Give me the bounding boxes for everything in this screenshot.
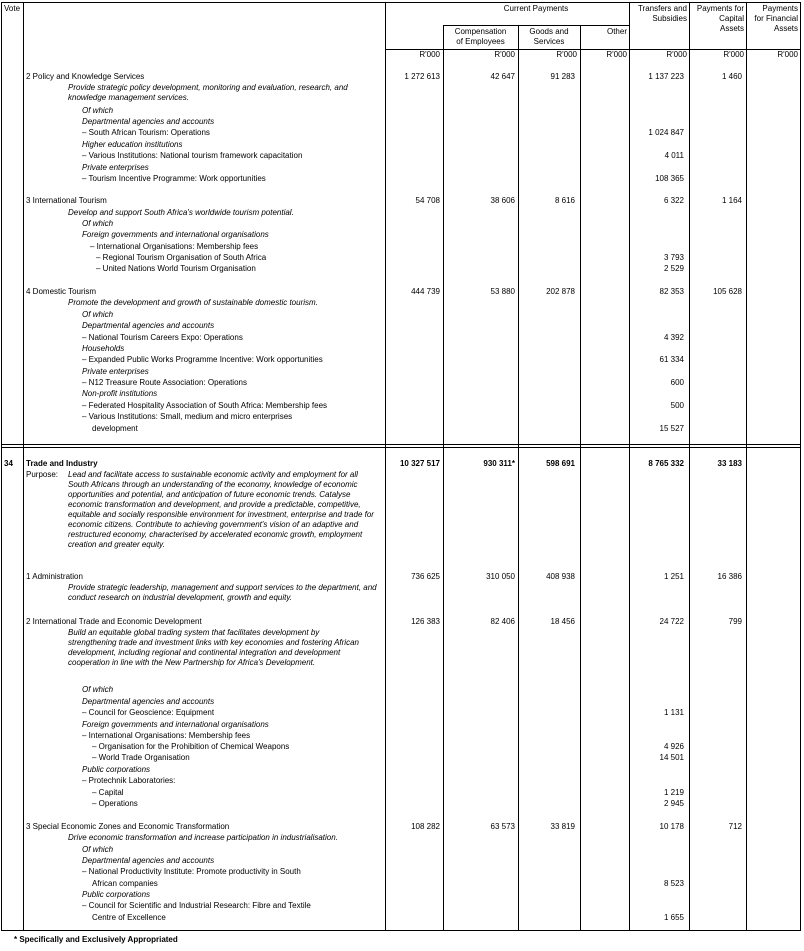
category-label: Departmental agencies and accounts [82,321,215,330]
programme-title: 3 Special Economic Zones and Economic Transformation [26,822,230,831]
vote-number: 34 [4,459,13,468]
compensation-amount: 82 406 [490,617,515,626]
unit-label: R'000 [419,50,440,59]
transfers-amount: 2 529 [663,264,684,273]
col-divider [580,26,581,931]
unit-label: R'000 [723,50,744,59]
transfers-amount: 14 501 [659,753,684,762]
financial-header: Payments for Financial Assets [754,4,798,33]
transfers-amount: 61 334 [659,355,684,364]
unit-label: R'000 [494,50,515,59]
transfers-amount: 15 527 [659,424,684,433]
capital-amount: 1 164 [721,196,742,205]
of-which-label: Of which [82,106,114,115]
total-amount: 126 383 [411,617,440,626]
category-label: Public corporations [82,765,151,774]
goods-amount: 91 283 [550,72,575,81]
transfers-amount: 8 523 [663,879,684,888]
goods-amount: 33 819 [550,822,575,831]
row-divider [443,25,629,26]
goods-amount: 18 456 [550,617,575,626]
programme-description: Promote the development and growth of sustainable domestic tourism. [68,298,318,307]
of-which-label: Of which [82,845,114,854]
line-item: – World Trade Organisation [92,753,190,762]
line-item: – Expanded Public Works Programme Incentive: Work opportunities [82,355,323,364]
line-item: – Operations [92,799,138,808]
transfers-amount: 1 251 [663,572,684,581]
col-divider [23,2,24,931]
total-amount: 10 327 517 [399,459,440,468]
compensation-amount: 38 606 [490,196,515,205]
unit-label: R'000 [556,50,577,59]
vote-title: Trade and Industry [26,459,98,468]
programme-description: Build an equitable global trading system that facilitates development by strengthening trade and investment links with key economies and fostering African development, including regional and continental integration and development cooperation in line with the New Partnership for Africa's Development. [68,628,359,667]
unit-label: R'000 [666,50,687,59]
goods-amount: 598 691 [546,459,575,468]
category-label: Public corporations [82,890,151,899]
footnote: * Specifically and Exclusively Appropriated [14,935,178,944]
line-item: – Tourism Incentive Programme: Work opportunities [82,174,266,183]
line-item: – Council for Geoscience: Equipment [82,708,215,717]
transfers-amount: 24 722 [659,617,684,626]
capital-amount: 105 628 [713,287,742,296]
category-label: Departmental agencies and accounts [82,697,215,706]
goods-amount: 202 878 [546,287,575,296]
transfers-amount: 500 [670,401,684,410]
transfers-amount: 1 655 [663,913,684,922]
compensation-header: Compensation of Employees [454,27,507,46]
total-amount: 108 282 [411,822,440,831]
line-item: – National Productivity Institute: Promote productivity in South [82,867,301,876]
current-payments-header: Current Payments [503,4,569,13]
transfers-amount: 6 322 [663,196,684,205]
line-item: African companies [92,879,158,888]
unit-label: R'000 [777,50,798,59]
col-divider [518,26,519,931]
of-which-label: Of which [82,685,114,694]
line-item: – Protechnik Laboratories: [82,776,176,785]
line-item: Centre of Excellence [92,913,166,922]
transfers-amount: 1 137 223 [648,72,684,81]
line-item: – National Tourism Careers Expo: Operations [82,333,243,342]
line-item: – South African Tourism: Operations [82,128,210,137]
compensation-amount: 63 573 [490,822,515,831]
category-label: Foreign governments and international organisations [82,720,269,729]
compensation-amount: 930 311* [483,459,515,468]
transfers-header: Transfers and Subsidies [637,4,687,23]
line-item: – International Organisations: Membership fees [82,731,251,740]
transfers-amount: 3 793 [663,253,684,262]
transfers-amount: 2 945 [663,799,684,808]
programme-title: 4 Domestic Tourism [26,287,97,296]
other-header: Other [606,27,627,36]
programme-description: Provide strategic leadership, management and support services to the department, and conduct research on industrial development, growth and equity. [68,583,377,602]
programme-title: 1 Administration [26,572,83,581]
category-label: Higher education institutions [82,140,183,149]
programme-title: 3 International Tourism [26,196,107,205]
transfers-amount: 4 392 [663,333,684,342]
vote-divider [1,444,801,448]
purpose-label: Purpose: [26,470,59,479]
line-item: – N12 Treasure Route Association: Operations [82,378,247,387]
compensation-amount: 42 647 [490,72,515,81]
transfers-amount: 10 178 [659,822,684,831]
of-which-label: Of which [82,310,114,319]
unit-label: R'000 [606,50,627,59]
line-item: – International Organisations: Membership fees [90,242,259,251]
programme-description: Develop and support South Africa's worldwide tourism potential. [68,208,294,217]
of-which-label: Of which [82,219,114,228]
vote-header: Vote [4,4,21,13]
category-label: Departmental agencies and accounts [82,117,215,126]
capital-amount: 712 [728,822,742,831]
compensation-amount: 53 880 [490,287,515,296]
capital-header: Payments for Capital Assets [696,4,744,33]
goods-amount: 8 616 [554,196,575,205]
line-item: – Various Institutions: Small, medium and micro enterprises [82,412,293,421]
programme-title: 2 Policy and Knowledge Services [26,72,145,81]
total-amount: 54 708 [415,196,440,205]
line-item: – Federated Hospitality Association of South Africa: Membership fees [82,401,328,410]
programme-title: 2 International Trade and Economic Development [26,617,202,626]
transfers-amount: 600 [670,378,684,387]
capital-amount: 799 [728,617,742,626]
capital-amount: 1 460 [721,72,742,81]
transfers-amount: 4 926 [663,742,684,751]
category-label: Private enterprises [82,367,149,376]
capital-amount: 16 386 [717,572,742,581]
transfers-amount: 1 219 [663,788,684,797]
transfers-amount: 108 365 [655,174,684,183]
line-item: – Capital [92,788,124,797]
category-label: Private enterprises [82,163,149,172]
line-item: development [92,424,138,433]
col-divider [746,2,747,931]
total-amount: 444 739 [411,287,440,296]
programme-description: Drive economic transformation and increase participation in industrialisation. [68,833,338,842]
capital-amount: 33 183 [717,459,742,468]
category-label: Non-profit institutions [82,389,158,398]
goods-amount: 408 938 [546,572,575,581]
purpose-text: Lead and facilitate access to sustainable economic activity and employment for all South Africans through an understanding of the economy, knowledge of economic opportunities and potential, and anticipation of future economic trends. Catalyse economic transformation and development, and provide a predictable, competitive, equitable and socially responsible environment for investment, enterprise and trade for economic citizens. Contribute to achieving government's vision of an adaptive and restructured economy, characterised by accelerated economic growth, employment creation and greater equity. [68,470,374,549]
category-label: Foreign governments and international organisations [82,230,269,239]
category-label: Departmental agencies and accounts [82,856,215,865]
category-label: Households [82,344,125,353]
transfers-amount: 82 353 [659,287,684,296]
total-amount: 736 625 [411,572,440,581]
total-amount: 1 272 613 [404,72,440,81]
transfers-amount: 1 024 847 [648,128,684,137]
transfers-amount: 4 011 [664,151,684,160]
line-item: – Various Institutions: National tourism framework capacitation [82,151,303,160]
goods-services-header: Goods and Services [529,27,569,46]
line-item: – Council for Scientific and Industrial Research: Fibre and Textile [82,901,311,910]
line-item: – United Nations World Tourism Organisation [96,264,256,273]
line-item: – Regional Tourism Organisation of South Africa [96,253,267,262]
col-divider [443,49,444,931]
line-item: – Organisation for the Prohibition of Chemical Weapons [92,742,290,751]
transfers-amount: 1 131 [663,708,684,717]
programme-description: Provide strategic policy development, monitoring and evaluation, research, and knowledge management services. [68,83,348,102]
compensation-amount: 310 050 [486,572,515,581]
transfers-amount: 8 765 332 [648,459,684,468]
